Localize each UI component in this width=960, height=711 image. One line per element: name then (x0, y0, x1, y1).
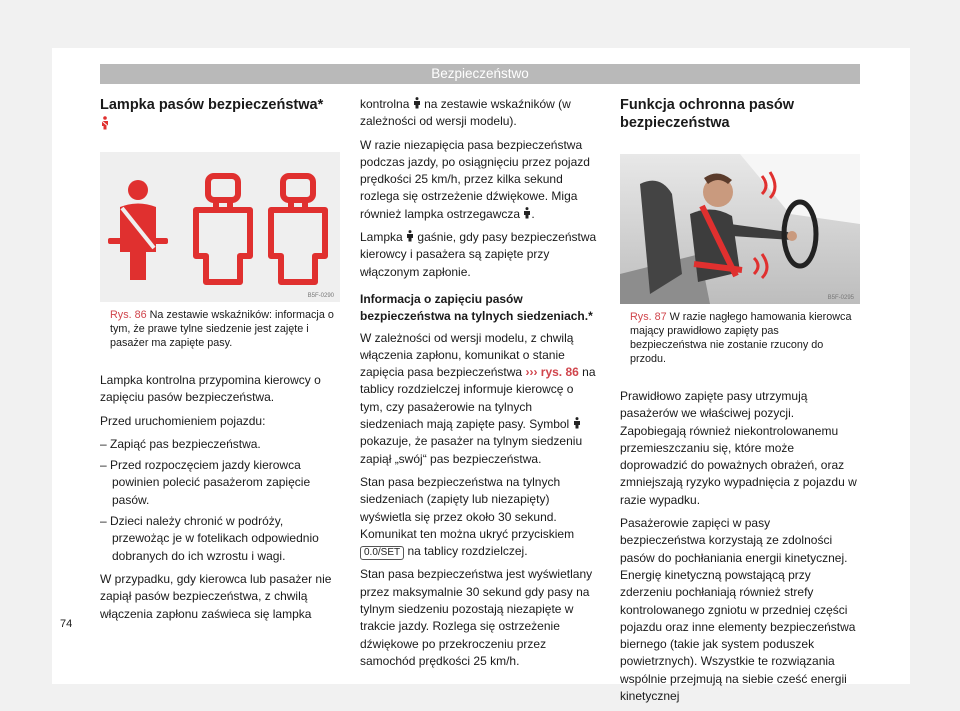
section-title-text: Lampka pasów bezpieczeństwa* (100, 97, 324, 113)
text: kontrolna (360, 97, 410, 111)
list-item: – Przed rozpoczęciem jazdy kierowca powinien polecić pasażerom zapięcie pasów. (100, 458, 311, 507)
figure-ref: Rys. 87 (630, 311, 667, 323)
text: Lampka (360, 230, 403, 245)
paragraph: Stan pasa bezpieczeństwa jest wyświetlany przez maksymalnie 30 sekund gdy pasy na tylnym siedzeniu pozostają niezapięte w trakcie jazdy. Rozlega się ostrzeżenie dźwiękowe po przekroczeniu przez samochód prędkości 25 km/h. (360, 567, 593, 668)
subsection-title: Informacja o zapięciu pasów bezpieczeństwa na tylnych siedzeniach.* (360, 291, 593, 324)
text: W zależności od wersji modelu, z chwilą włączenia zapłonu, komunikat o stanie zapięcia pasa bezpieczeństwa (360, 330, 574, 380)
figure-ref: Rys. 86 (110, 309, 147, 321)
paragraph: Prawidłowo zapięte pasy utrzymują pasażerów we właściwej pozycji. Zapobiegają również niekontrolowanemu przemieszczaniu się, które może doprowadzić do poważnych obrażeń, oraz zmniejszają ryzyko wypadnięcia z pojazdu w razie wypadku. (620, 389, 857, 507)
seatbelt-warning-icon (100, 116, 110, 130)
seatbelt-icon (413, 97, 421, 109)
text: na tablicy rozdzielczej. (407, 544, 528, 559)
list-item: – Zapiąć pas bezpieczeństwa. (100, 436, 261, 451)
page-number: 74 (60, 618, 73, 630)
seatbelt-icon (406, 230, 414, 242)
paragraph: Lampka kontrolna przypomina kierowcy o zapięciu pasów bezpieczeństwa. (100, 373, 321, 405)
figure-caption (630, 310, 858, 366)
driver-braking-illustration (620, 154, 860, 304)
figure-link-rys-86[interactable]: ››› rys. 86 (525, 365, 579, 380)
section-title (100, 96, 338, 130)
column-seatbelt-lamp (100, 96, 338, 629)
figure-caption (110, 308, 338, 350)
paragraph: Pasażerowie zapięci w pasy bezpieczeństwa korzystają ze zdolności pasów do pochłaniania energii kinetycznej. Energię kinetyczną powstającą przy zderzeniu pochłaniają również strefy kontrolowanego zgniotu w przedniej części pojazdu oraz inne elementy bezpieczeństwa biernego (takie jak system poduszek powietrznych). Wszystkie te rozwiązania wspólnie przejmują na siebie cześć energii kinetycznej (620, 516, 856, 704)
column-seatbelt-info (360, 96, 598, 676)
set-button-key: 0.0/SET (360, 546, 404, 560)
column-seatbelt-protection (620, 96, 858, 711)
paragraph (360, 137, 598, 223)
figure-code: B5F-0295 (827, 295, 854, 301)
paragraph (360, 330, 598, 468)
caption-text: W razie nagłego hamowania kierowca mający prawidłowo zapięty pas bezpieczeństwa nie zostanie rzucony do przodu. (630, 311, 852, 365)
text: . (531, 206, 535, 221)
figure-driver-braking (620, 154, 860, 304)
figure-code: B5F-0290 (307, 293, 334, 299)
paragraph: W przypadku, gdy kierowca lub pasażer nie zapiął pasów bezpieczeństwa, z chwilą włączenia zapłonu zaświeca się lampka (100, 571, 332, 621)
text: Stan pasa bezpieczeństwa na tylnych siedzeniach (zapięty lub niezapięty) wyświetla się przez około 30 sekund. Komunikat ten można ukryć przyciskiem (360, 474, 575, 541)
text: na tablicy rozdzielczej informuje kierowcę o tym, czy pasażerowie na tylnych siedzeniach mają zapięte pasy. Symbol (360, 365, 596, 432)
seat-indicators-illustration (100, 152, 340, 302)
text: pokazuje, że pasażer na tylnym siedzeniu zapiął „swój“ pas bezpieczeństwa. (360, 434, 583, 466)
text: W razie niezapięcia pasa bezpieczeństwa podczas jazdy, po osiągnięciu przez pojazd prędkości 25 km/h, przez kilka sekund rozlega się ostrzeżenie dźwiękowe. Miga również lampka ostrzegawcza (360, 137, 590, 221)
section-title: Funkcja ochronna pasów bezpieczeństwa (620, 97, 795, 131)
seatbelt-icon (573, 417, 581, 429)
list-item: – Dzieci należy chronić w podróży, przewożąc je w fotelikach odpowiednio dobranych do ich wzrostu i wagi. (100, 514, 319, 563)
paragraph (360, 474, 598, 560)
text: gaśnie, gdy pasy bezpieczeństwa kierowcy i pasażera są zapięte przy włączonym zapłonie. (360, 230, 597, 279)
chapter-header: Bezpieczeństwo (100, 64, 860, 84)
figure-seat-indicators (100, 152, 340, 302)
paragraph: Przed uruchomieniem pojazdu: (100, 413, 266, 428)
paragraph (360, 96, 598, 131)
text: na zestawie wskaźników (w zależności od wersji modelu). (360, 97, 571, 129)
instruction-list (100, 436, 338, 565)
caption-text: Na zestawie wskaźników: informacja o tym, że prawe tylne siedzenie jest zajęte i pasażer ma zapięte pasy. (110, 309, 334, 349)
paragraph (360, 229, 598, 281)
